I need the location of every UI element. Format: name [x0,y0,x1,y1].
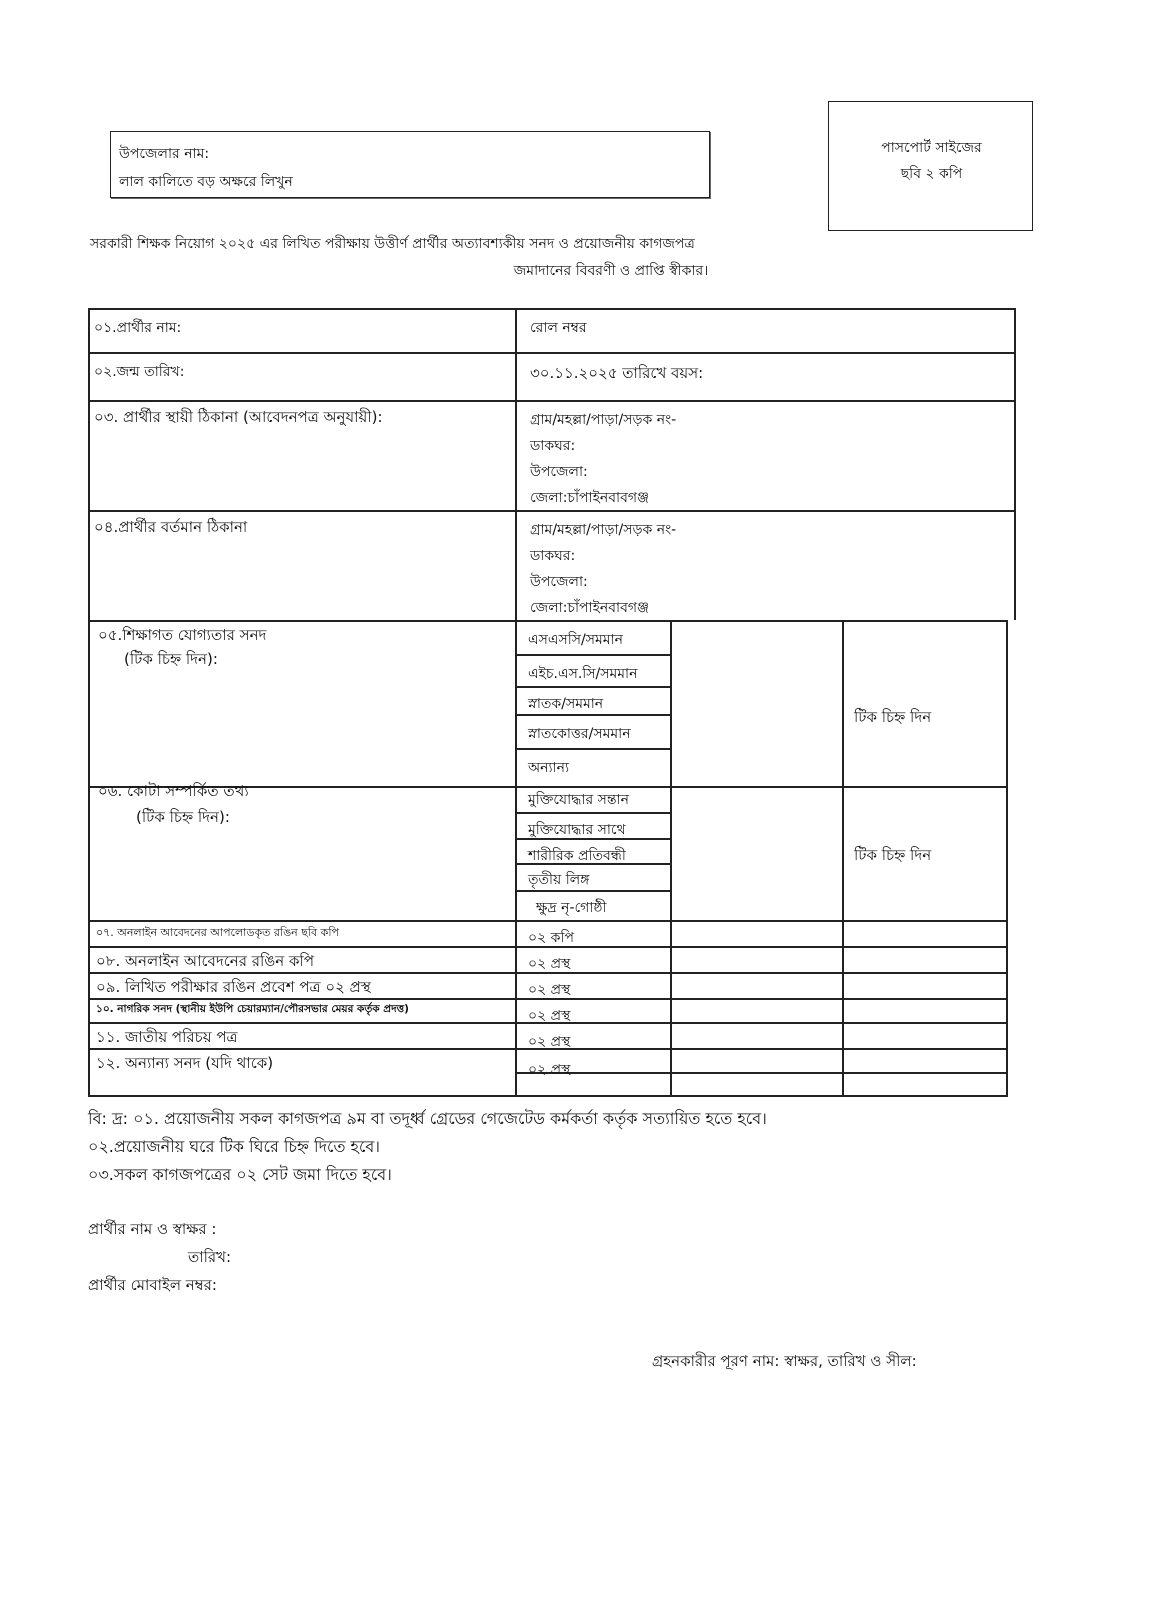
quota-label: ০৬. কোটা সম্পর্কিত তথ্য [98,782,249,800]
signature-date-label: তারিখ: [188,1248,232,1266]
receiver-label: গ্রহনকারীর পূরণ নাম: স্বাক্ষর, তারিখ ও সীল: [652,1352,917,1370]
education-item: স্নাতক/সমমান [528,696,604,712]
doc-label-10: ১০. নাগরিক সনদ (স্থানীয় ইউপি চেয়ারম্যান/পৌরসভার মেয়র কর্তৃক প্রদত্ত) [96,1003,409,1015]
quota-item: শারীরিক প্রতিবন্ধী [528,848,626,864]
education-item: এইচ.এস.সি/সমমান [528,666,638,682]
education-item: অন্যান্য [528,760,570,776]
present-post-office: ডাকঘর: [530,548,576,564]
doc-label-07: ০৭. অনলাইন আবেদনের আপলোডকৃত রঙিন ছবি কপি [96,926,339,939]
note-3: ০৩.সকল কাগজপত্রের ০২ সেট জমা দিতে হবে। [88,1165,392,1184]
age-label: ৩০.১১.২০২৫ তারিখে বয়স: [530,364,704,382]
education-tick-column: টিক চিহ্ন দিন [854,708,932,726]
education-label: ০৫.শিক্ষাগত যোগ্যতার সনদ [98,626,267,644]
doc-qty-10: ০২ প্রস্থ [528,1008,571,1024]
page-title-line1: সরকারী শিক্ষক নিয়োগ ২০২৫ এর লিখিত পরীক্ষায় উত্তীর্ণ প্রার্থীর অত্যাবশ্যকীয় সনদ ও প্রয়োজনীয় কাগজপত্র [90,236,695,252]
education-tick-hint: (টিক চিহ্ন দিন): [124,650,218,668]
permanent-post-office: ডাকঘর: [530,438,576,454]
mobile-number-label: প্রার্থীর মোবাইল নম্বর: [88,1276,217,1294]
doc-label-09: ০৯. লিখিত পরীক্ষার রঙিন প্রবেশ পত্র ০২ প্রস্থ [96,978,371,996]
note-1: বি: দ্র: ০১. প্রয়োজনীয় সকল কাগজপত্র ৯ম বা তদূর্ধ্ব গ্রেডের গেজেটেড কর্মকর্তা কর্তৃক সত্যায়িত হতে হবে। [88,1109,767,1128]
doc-label-11: ১১. জাতীয় পরিচয় পত্র [96,1028,238,1046]
present-address-label: ০৪.প্রার্থীর বর্তমান ঠিকানা [94,518,248,536]
quota-item: মুক্তিযোদ্ধার সাথে [528,822,626,838]
photo-label-2: ছবি ২ কপি [900,166,963,182]
permanent-address-label: ০৩. প্রার্থীর স্থায়ী ঠিকানা (আবেদনপত্র অনুযায়ী): [94,408,383,426]
doc-qty-07: ০২ কপি [528,930,574,946]
quota-item: ক্ষুদ্র নৃ-গোষ্ঠী [536,900,607,916]
photo-label-1: পাসপোর্ট সাইজের [881,140,982,156]
permanent-village: গ্রাম/মহল্লা/পাড়া/সড়ক নং- [530,412,677,428]
permanent-upazila: উপজেলা: [530,464,588,480]
upazila-instruction: লাল কালিতে বড় অক্ষরে লিখুন [119,174,293,190]
candidate-signature-label: প্রার্থীর নাম ও স্বাক্ষর : [88,1220,217,1238]
present-district: জেলা:চাঁপাইনবাবগঞ্জ [530,600,650,616]
upazila-label: উপজেলার নাম: [119,146,210,162]
candidate-name-label: ০১.প্রার্থীর নাম: [94,320,182,336]
doc-qty-11: ০২ প্রস্থ [528,1034,571,1050]
page-title-line2: জমাদানের বিবরণী ও প্রাপ্তি স্বীকার। [513,263,709,279]
permanent-district: জেলা:চাঁপাইনবাবগঞ্জ [530,490,650,506]
quota-item: তৃতীয় লিঙ্গ [528,872,590,888]
quota-item: মুক্তিযোদ্ধার সন্তান [528,792,629,808]
note-2: ০২.প্রয়োজনীয় ঘরে টিক ঘিরে চিহ্ন দিতে হবে। [88,1137,380,1156]
present-upazila: উপজেলা: [530,574,588,590]
doc-label-12: ১২. অন্যান্য সনদ (যদি থাকে) [96,1054,274,1072]
doc-qty-08: ০২ প্রস্থ [528,956,571,972]
quota-tick-hint: (টিক চিহ্ন দিন): [136,808,230,826]
doc-label-08: ০৮. অনলাইন আবেদনের রঙিন কপি [96,952,315,970]
roll-number-label: রোল নম্বর [530,320,587,336]
doc-qty-12: ০২ প্রস্থ [528,1062,571,1078]
quota-tick-column: টিক চিহ্ন দিন [854,846,932,864]
education-item: স্নাতকোত্তর/সমমান [528,726,631,742]
birth-date-label: ০২.জন্ম তারিখ: [94,364,185,380]
education-item: এসএসসি/সমমান [528,632,623,648]
doc-qty-09: ০২ প্রস্থ [528,982,571,998]
present-village: গ্রাম/মহল্লা/পাড়া/সড়ক নং- [530,522,677,538]
